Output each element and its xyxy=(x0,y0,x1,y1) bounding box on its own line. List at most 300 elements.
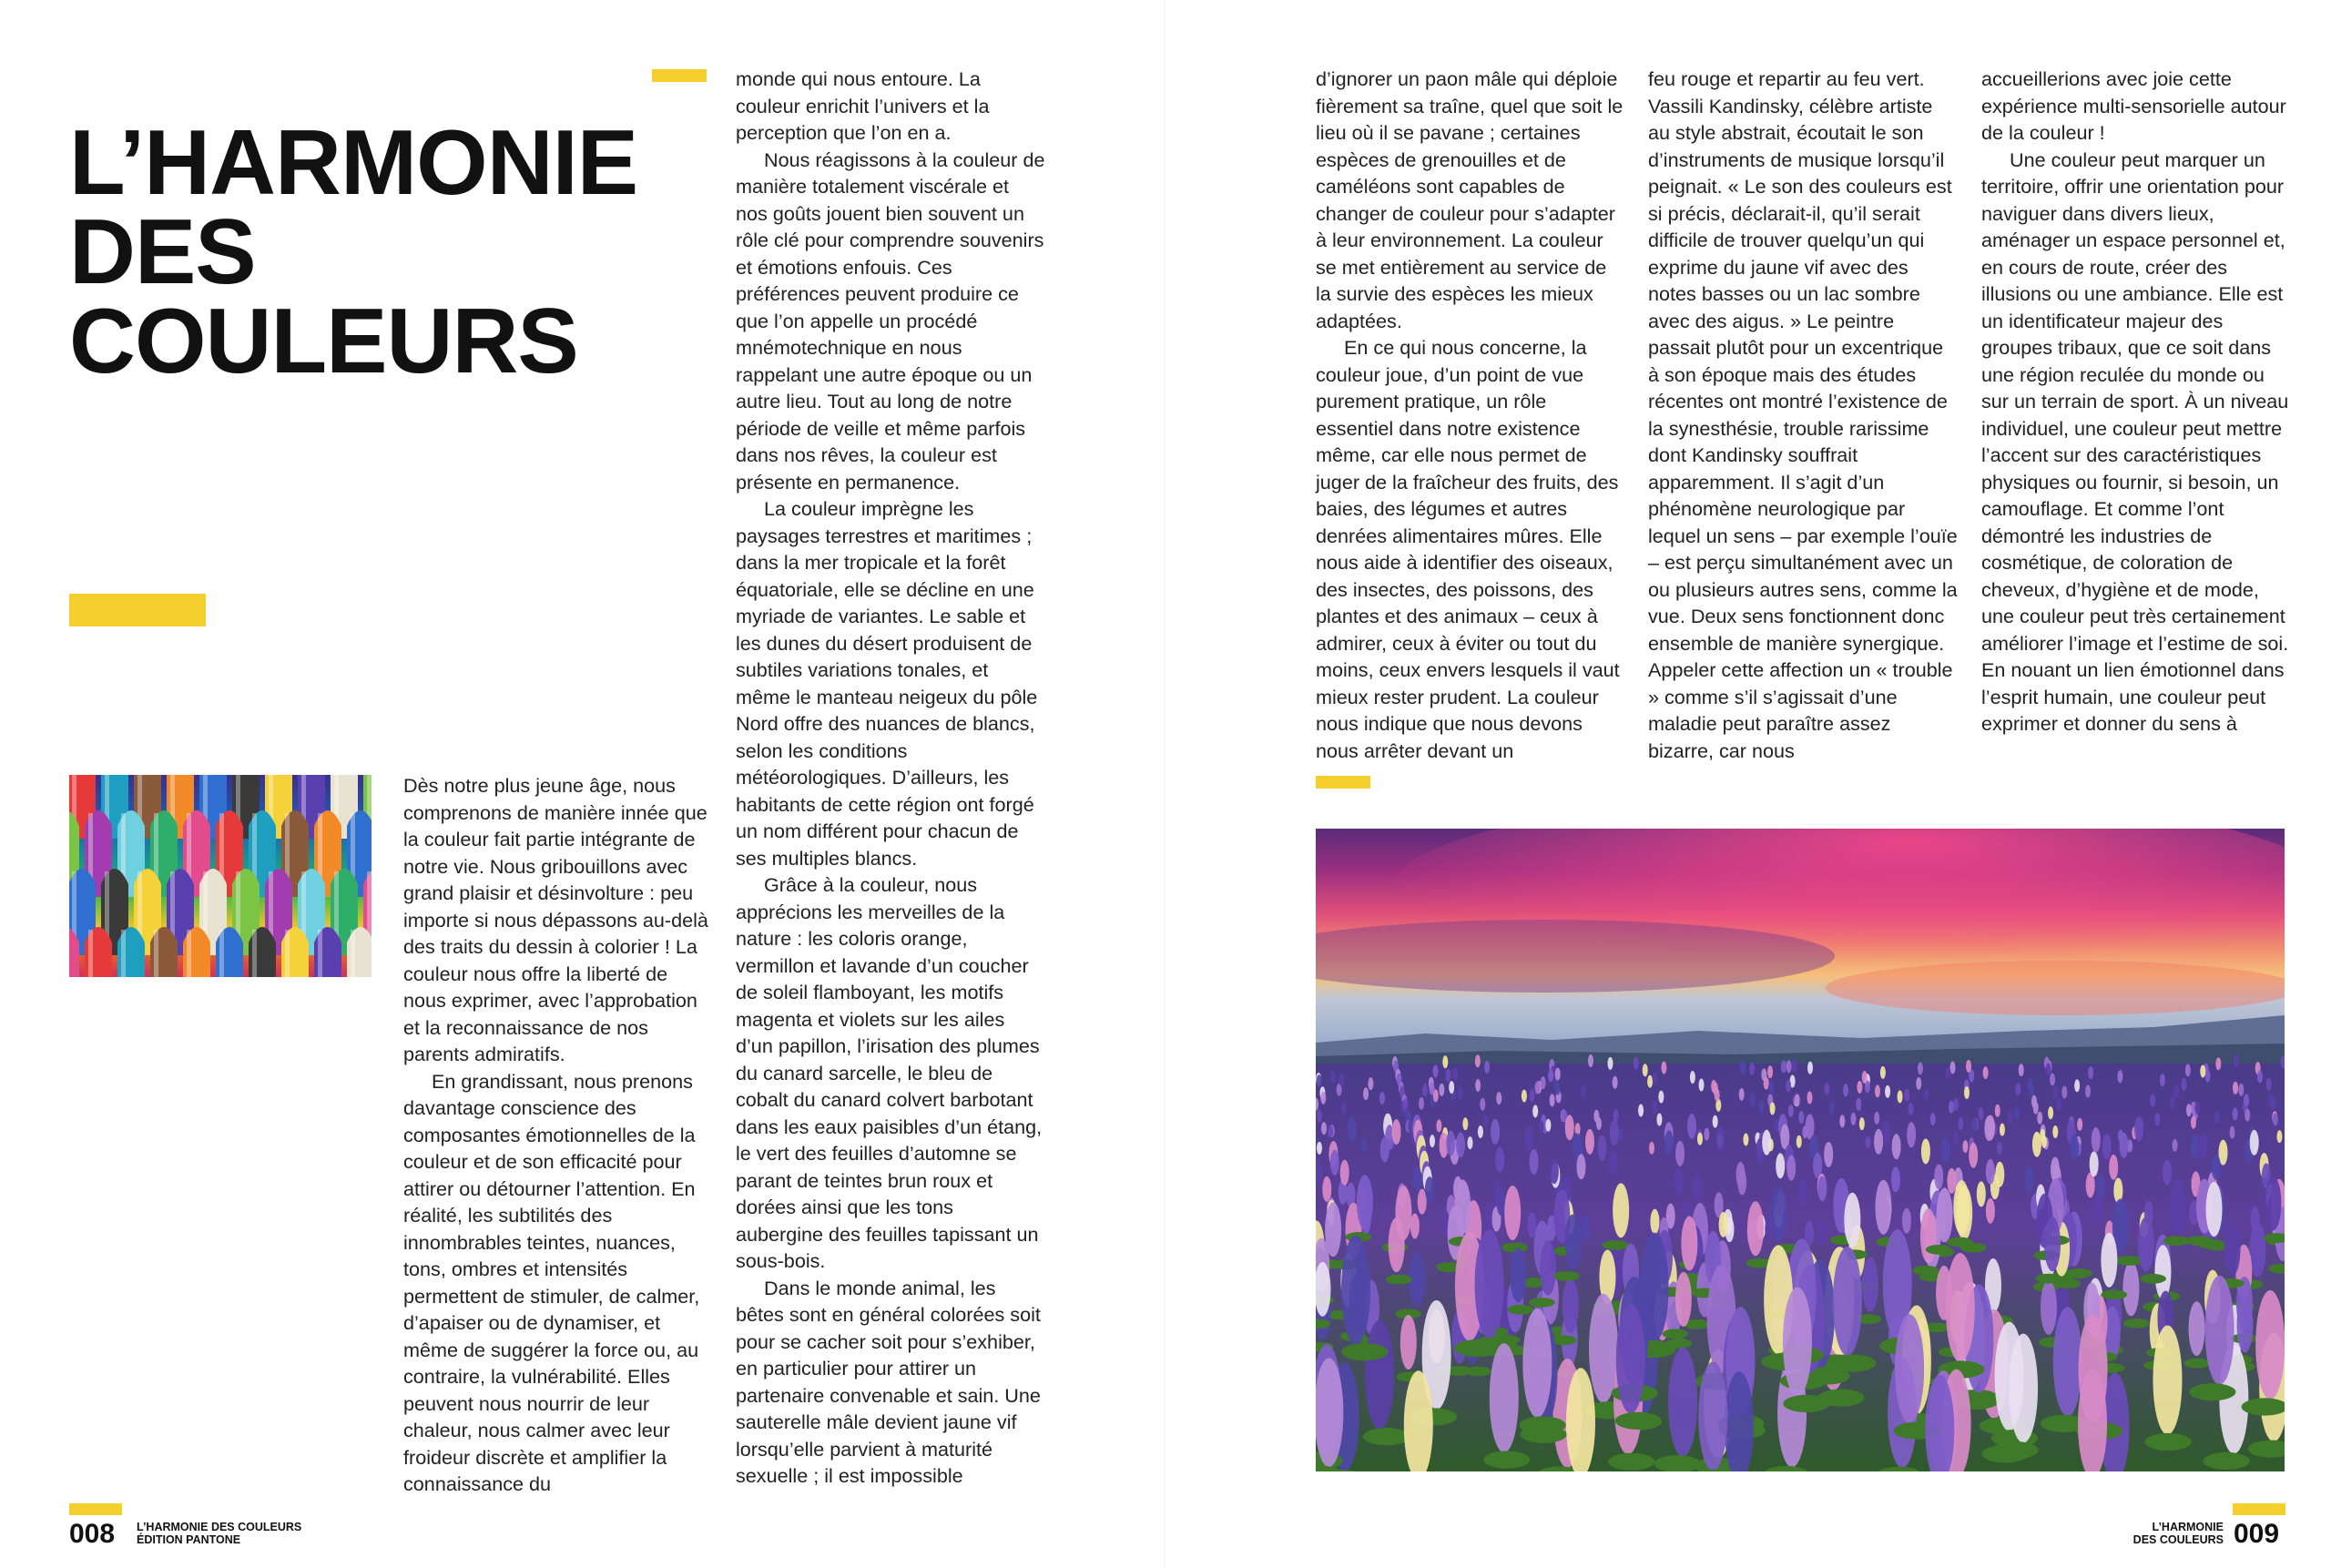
lupin-flower xyxy=(1953,1098,1959,1111)
lupin-flower xyxy=(1496,1092,1501,1105)
lupin-flower xyxy=(1452,1067,1458,1080)
lupin-flower xyxy=(2182,1078,2187,1091)
lupin-flower xyxy=(1658,1091,1664,1104)
lupin-flower xyxy=(2189,1301,2205,1356)
lupin-flower xyxy=(2230,1126,2235,1139)
lupin-flower xyxy=(2088,1066,2093,1079)
lupin-flower xyxy=(2090,1151,2099,1176)
lupin-flower xyxy=(2117,1070,2122,1083)
lupin-flower xyxy=(1786,1079,1791,1092)
lupin-flower xyxy=(1693,1175,1702,1200)
lupin-flower xyxy=(1588,1054,1593,1067)
lupin-flower xyxy=(2200,1064,2205,1077)
lupin-flower xyxy=(1786,1060,1792,1073)
lupin-flower xyxy=(1743,1133,1748,1145)
lupin-flower xyxy=(1330,1071,1336,1084)
lupin-flower xyxy=(1430,1135,1435,1147)
accent-bar-middle xyxy=(69,594,206,626)
lupin-leaf xyxy=(1386,1275,1412,1285)
lupin-flower xyxy=(1490,1343,1519,1452)
title-line-2: DES xyxy=(69,201,256,303)
lupin-flower xyxy=(1340,1160,1349,1186)
lupin-flower xyxy=(1924,1087,1929,1100)
lupin-flower xyxy=(2212,1155,2221,1180)
lupin-flower xyxy=(1530,1089,1535,1102)
lupin-flower xyxy=(1856,1098,1861,1111)
lupin-flower xyxy=(1616,1304,1645,1413)
paragraph: feu rouge et repartir au feu vert. Vassili Kandinsky, célèbre artiste au style abstrait, écoutait le son d’instruments de musique lorsqu’il peignait. « Le son des couleurs est si précis, déclarait-il, qu’il serait difficile de trouver quelqu’un qui exprime du jaune vif avec des notes basses ou un lac sombre avec des aigus. » Le peintre passait plutôt pour un excentrique à son époque mais des études récentes ont montré l’existence de la synesthésie, trouble rarissime dont Kandinsky souffrait apparemment. Il s’agit d’un phénomène neurologique par lequel un sens – par exemple l’ouïe – est perçu simultanément avec un ou plusieurs autres sens, comme la vue. Deux sens fonctionnent donc ensemble de manière synergique. Appeler cette affection un « trouble » comme s’il s’agissait d’une maladie peut paraître assez bizarre, car nous xyxy=(1648,67,1958,762)
lupin-flower xyxy=(1457,1086,1462,1099)
lupin-flower xyxy=(1762,1130,1771,1156)
lupin-flower xyxy=(1797,1135,1802,1148)
lupin-flower xyxy=(2154,1113,2160,1125)
lupin-flower xyxy=(1650,1209,1659,1235)
lupin-flower xyxy=(1430,1082,1435,1095)
lupin-flower xyxy=(1379,1092,1385,1105)
lupin-flower xyxy=(1462,1117,1468,1130)
lupin-flower xyxy=(1747,1201,1764,1256)
title-line-3: COULEURS xyxy=(69,290,578,392)
lupin-flower xyxy=(2085,1084,2091,1097)
lupin-flower xyxy=(1339,1074,1344,1086)
lupin-flower xyxy=(1953,1180,1970,1235)
lupin-flower xyxy=(2250,1130,2259,1156)
lupin-flower xyxy=(2170,1096,2175,1109)
lupin-flower xyxy=(2008,1112,2013,1125)
lupin-flower xyxy=(1446,1131,1455,1156)
lupin-flower xyxy=(2041,1280,2057,1335)
lupin-flower xyxy=(1902,1208,1911,1234)
lupin-flower xyxy=(1749,1063,1755,1075)
lupin-flower xyxy=(1478,1125,1483,1138)
lupin-flower xyxy=(1818,1219,1827,1245)
lupin-flower xyxy=(1613,1183,1629,1237)
lupin-flower xyxy=(2244,1109,2250,1122)
lupin-flower xyxy=(2044,1217,2061,1271)
footer-accent-right xyxy=(2233,1503,2285,1515)
lupin-flower xyxy=(1953,1132,1959,1145)
lupin-flower xyxy=(1824,1142,1833,1167)
lupin-flower xyxy=(1698,1361,1727,1471)
lupin-flower xyxy=(1783,1287,1812,1396)
lupin-flower xyxy=(1941,1137,1950,1163)
lupin-flower xyxy=(1946,1253,1975,1362)
lupin-flower xyxy=(1439,1084,1444,1096)
lupin-flower xyxy=(2046,1063,2051,1075)
lupin-leaf xyxy=(1483,1451,1530,1469)
lupin-flower xyxy=(1843,1084,1848,1096)
lupin-flower xyxy=(2053,1307,2082,1416)
running-footer-left xyxy=(137,1521,301,1546)
lupin-flower xyxy=(1484,1061,1490,1074)
lupin-flower xyxy=(2234,1054,2239,1067)
lupin-flower xyxy=(2092,1127,2101,1153)
lupin-flower xyxy=(1613,1076,1618,1089)
running-footer-right xyxy=(2133,1521,2224,1546)
lupin-flower xyxy=(1946,1066,1951,1079)
lupin-flower xyxy=(2092,1196,2102,1222)
lupin-flower xyxy=(1593,1110,1599,1123)
lupin-field-sunset-photo xyxy=(1316,829,2285,1471)
lupin-flower xyxy=(1392,1119,1401,1145)
lupin-flower xyxy=(1555,1083,1561,1095)
lupin-flower xyxy=(1690,1071,1695,1084)
lupin-flower xyxy=(1495,1147,1504,1173)
lupin-flower xyxy=(2052,1125,2058,1138)
lupin-flower xyxy=(1425,1176,1434,1202)
lupin-flower xyxy=(1934,1164,1943,1189)
paragraph: Une couleur peut marquer un territoire, offrir une orientation pour naviguer dans divers lieux, aménager un espace personnel et, en cours de route, créer des illusions ou une ambiance. Elle est un identificateur majeur des groupes tribaux, que ce soit dans une région reculée du monde ou sur un terrain de sport. À un niveau individuel, une couleur peut mettre l’accent sur des caractéristiques physiques ou fournir, si besoin, un camouflage. Et comme l’ont démontré les industries de cosmétique, de coloration de cheveux, d’hygiène et de mode, une couleur peut très certainement améliorer l’image et l’estime de soi. En nouant un lien émotionnel dans l’esprit humain, une couleur peut exprimer et donner du sens à xyxy=(1981,148,2289,735)
lupin-flower xyxy=(1609,1150,1618,1176)
lupin-flower xyxy=(1328,1125,1333,1138)
lupin-flower xyxy=(1581,1215,1590,1240)
lupin-flower xyxy=(1962,1140,1968,1153)
lupin-flower xyxy=(1468,1136,1473,1149)
lupin-flower xyxy=(1986,1198,1995,1224)
lupin-flower xyxy=(1475,1054,1481,1067)
lupin-flower xyxy=(1330,1150,1339,1176)
lupin-flower xyxy=(1737,1169,1746,1195)
lupin-flower xyxy=(1357,1175,1373,1229)
lupin-flower xyxy=(1862,1257,1878,1312)
lupin-flower xyxy=(1958,1117,1963,1130)
lupin-flower xyxy=(1969,1143,1978,1168)
lupin-flower xyxy=(1348,1116,1357,1142)
lupin-flower xyxy=(2169,1179,2185,1234)
lupin-flower xyxy=(1788,1105,1794,1117)
lupin-flower xyxy=(1986,1159,1995,1185)
lupin-flower xyxy=(2224,1221,2241,1276)
lupin-flower xyxy=(2238,1084,2244,1096)
lupin-flower xyxy=(2052,1085,2058,1098)
lupin-flower xyxy=(2037,1112,2042,1125)
lupin-flower xyxy=(1844,1193,1860,1247)
lupin-flower xyxy=(1652,1101,1657,1114)
lupin-flower xyxy=(2191,1116,2196,1129)
lupin-flower xyxy=(1610,1120,1619,1145)
lupin-leaf xyxy=(1615,1412,1662,1430)
text-column-1 xyxy=(403,772,713,1498)
lupin-flower xyxy=(1664,1130,1674,1156)
lupin-flower xyxy=(1792,1059,1797,1072)
lupin-flower xyxy=(2095,1174,2104,1199)
page-number-right: 009 xyxy=(2234,1519,2280,1549)
lupin-flower xyxy=(1317,1142,1322,1155)
lupin-leaf xyxy=(1926,1245,1952,1255)
lupin-flower xyxy=(2048,1106,2053,1119)
lupin-flower xyxy=(1949,1101,1954,1114)
lupin-flower xyxy=(1504,1186,1521,1240)
text-column-5 xyxy=(1981,66,2291,738)
lupin-leaf xyxy=(2116,1256,2143,1266)
lupin-flower xyxy=(1898,1090,1903,1103)
lupin-flower xyxy=(1320,1092,1326,1105)
lupin-flower xyxy=(1739,1088,1745,1101)
lupin-flower xyxy=(1653,1072,1658,1084)
running-footer-left-line2: ÉDITION PANTONE xyxy=(137,1533,241,1546)
text-column-2 xyxy=(736,66,1045,1490)
lupin-leaf xyxy=(2123,1319,2150,1329)
lupin-flower xyxy=(1997,1142,2002,1155)
lupin-flower xyxy=(1674,1168,1683,1194)
lupin-flower xyxy=(2276,1130,2282,1143)
lupin-flower xyxy=(1524,1125,1533,1151)
lupin-flower xyxy=(1979,1107,1984,1120)
lupin-flower xyxy=(1776,1153,1785,1178)
lupin-flower xyxy=(2153,1326,2182,1435)
paragraph: Dès notre plus jeune âge, nous comprenons de manière innée que la couleur fait partie intégrante de notre vie. Nous gribouillons avec grand plaisir et désinvolture : peu importe si nous dépassons au-delà des traits du dessin à colorier ! La couleur nous offre la liberté de nous exprimer, avec l’approbation et la reconnaissance de nos parents admiratifs. xyxy=(403,774,708,1065)
lupin-flower xyxy=(2233,1107,2238,1120)
lupin-flower xyxy=(1539,1121,1544,1134)
text-column-3 xyxy=(1316,66,1625,764)
paragraph: En ce qui nous concerne, la couleur joue, d’un point de vue purement pratique, un rôle essentiel dans notre existence même, car elle nous permet de juger de la fraîcheur des fruits, des baies, des légumes et autres denrées alimentaires mûres. Elle nous aide à identifier des oiseaux, des insectes, des poissons, des plantes et des animaux – ceux à admirer, ceux à éviter ou tout du moins, ceux envers lesquels il vaut mieux rester prudent. La couleur nous indique que nous devons nous arrêter devant un xyxy=(1316,336,1620,762)
lupin-flower xyxy=(1715,1126,1725,1152)
lupin-flower xyxy=(2198,1134,2207,1159)
lupin-flower xyxy=(1522,1090,1527,1103)
lupin-flower xyxy=(1534,1082,1540,1095)
paragraph: d’ignorer un paon mâle qui déploie fièrement sa traîne, quel que soit le lieu où il se pavane ; certaines espèces de grenouilles et de caméléons sont capables de changer de couleur pour s’adapter à leur environnement. La couleur se met entièrement au service de la survie des espèces les mieux adaptées. xyxy=(1316,67,1624,332)
lupin-flower xyxy=(1857,1081,1862,1094)
lupin-flower xyxy=(2255,1290,2285,1400)
lupin-flower xyxy=(2033,1102,2039,1115)
lupin-leaf xyxy=(1520,1416,1566,1433)
lupin-flower xyxy=(1966,1060,1971,1073)
lupin-flower xyxy=(2160,1074,2165,1086)
lupin-flower xyxy=(2102,1134,2112,1159)
paragraph: accueillerions avec joie cette expérience multi-sensorielle autour de la couleur ! xyxy=(1981,67,2286,144)
lupin-flower xyxy=(1824,1083,1829,1095)
lupin-flower xyxy=(1341,1236,1370,1345)
lupin-flower xyxy=(2150,1094,2155,1106)
lupin-flower xyxy=(1880,1066,1886,1079)
lupin-flower xyxy=(1545,1119,1551,1132)
accent-bar-top xyxy=(652,69,707,82)
lupin-leaf xyxy=(1912,1266,1939,1276)
lupin-flower xyxy=(1341,1103,1347,1115)
lupin-flower xyxy=(1829,1102,1835,1115)
lupin-flower xyxy=(1522,1308,1552,1418)
lupin-flower xyxy=(1577,1154,1586,1179)
lupin-leaf xyxy=(1829,1354,1876,1371)
lupin-flower xyxy=(2056,1098,2061,1111)
lupin-flower xyxy=(1904,1089,1909,1102)
lupin-flower xyxy=(2061,1085,2067,1098)
lupin-flower xyxy=(1675,1141,1685,1166)
lupin-flower xyxy=(1321,1122,1327,1135)
lupin-flower xyxy=(2186,1104,2192,1116)
lupin-flower xyxy=(1704,1128,1709,1141)
lupin-flower xyxy=(2134,1116,2143,1142)
lupin-flower xyxy=(1581,1086,1586,1099)
lupin-flower xyxy=(1739,1061,1745,1074)
lupin-leaf xyxy=(1363,1428,1410,1445)
lupin-flower xyxy=(2214,1111,2220,1124)
lupin-flower xyxy=(1419,1097,1424,1110)
lupin-flower xyxy=(1798,1111,1804,1124)
lupin-flower xyxy=(1475,1079,1481,1092)
lupin-flower xyxy=(1839,1115,1845,1127)
lupin-flower xyxy=(2009,1334,2038,1443)
lupin-flower xyxy=(1317,1110,1322,1123)
lupin-flower xyxy=(1874,1129,1883,1155)
lupin-leaf xyxy=(2145,1433,2192,1451)
lupin-leaf xyxy=(1603,1240,1629,1250)
lupin-leaf xyxy=(2163,1236,2190,1246)
lupin-flower xyxy=(2205,1069,2211,1082)
lupin-flower xyxy=(1715,1089,1720,1102)
lupin-flower xyxy=(1977,1181,1986,1207)
lupin-flower xyxy=(1874,1112,1879,1125)
lupin-flower xyxy=(1862,1071,1868,1084)
lupin-flower xyxy=(1647,1075,1653,1088)
accent-bar-image xyxy=(1316,776,1370,789)
page-number-left: 008 xyxy=(69,1519,116,1549)
lupin-flower xyxy=(2205,1276,2234,1385)
lupin-flower xyxy=(1983,1066,1989,1079)
lupin-flower xyxy=(2122,1261,2139,1316)
lupin-flower xyxy=(2233,1082,2238,1095)
lupin-leaf xyxy=(1783,1395,1829,1412)
lupin-flower xyxy=(2257,1070,2263,1083)
lupin-flower xyxy=(1875,1084,1880,1097)
lupin-flower xyxy=(1995,1105,2000,1117)
lupin-flower xyxy=(1859,1117,1865,1130)
lupin-flower xyxy=(1750,1094,1756,1106)
lupin-flower xyxy=(1541,1076,1546,1089)
lupin-flower xyxy=(1634,1057,1639,1070)
lupin-flower xyxy=(1937,1187,1953,1242)
lupin-flower xyxy=(1687,1114,1696,1139)
lupin-flower xyxy=(2025,1166,2034,1192)
lupin-flower xyxy=(2265,1176,2281,1230)
lupin-flower xyxy=(1661,1062,1666,1074)
lupin-flower xyxy=(2215,1057,2221,1070)
lupin-flower xyxy=(1807,1092,1812,1105)
lupin-flower xyxy=(1786,1156,1796,1181)
lupin-flower xyxy=(1607,1057,1613,1070)
lupin-leaf xyxy=(1947,1237,1973,1247)
lupin-flower xyxy=(1681,1216,1697,1270)
lupin-flower xyxy=(1454,1179,1471,1234)
lupin-flower xyxy=(1540,1240,1556,1295)
lupin-leaf xyxy=(2101,1289,2127,1299)
lupin-flower xyxy=(2109,1155,2118,1180)
lupin-flower xyxy=(1365,1320,1394,1430)
lupin-flower xyxy=(2032,1132,2041,1157)
lupin-flower xyxy=(1930,1113,1936,1125)
lupin-flower xyxy=(2041,1135,2047,1148)
lupin-flower xyxy=(1995,1162,2004,1187)
lupin-flower xyxy=(2015,1083,2021,1095)
lupin-flower xyxy=(1771,1186,1787,1241)
lupin-flower xyxy=(1565,1214,1582,1268)
lupin-flower xyxy=(1532,1105,1538,1117)
lupin-flower xyxy=(1643,1064,1648,1076)
lupin-leaf xyxy=(1662,1329,1688,1339)
lupin-flower xyxy=(1589,1294,1618,1403)
lupin-flower xyxy=(1891,1166,1900,1192)
lupin-flower xyxy=(2173,1085,2179,1098)
lupin-leaf xyxy=(1341,1343,1388,1360)
lupin-leaf xyxy=(1529,1298,1555,1308)
lupin-flower xyxy=(1909,1103,1914,1115)
lupin-leaf xyxy=(2140,1274,2166,1284)
lupin-flower xyxy=(1767,1065,1773,1078)
lupin-flower xyxy=(1850,1113,1856,1125)
lupin-flower xyxy=(1947,1168,1956,1194)
lupin-flower xyxy=(1764,1077,1769,1090)
lupin-leaf xyxy=(1991,1441,2038,1459)
lupin-leaf xyxy=(1553,1271,1580,1281)
lupin-flower xyxy=(2154,1245,2171,1299)
lupin-flower xyxy=(1768,1081,1774,1094)
lupin-flower xyxy=(2163,1160,2172,1186)
lupin-flower xyxy=(1781,1061,1786,1074)
lupin-flower xyxy=(1550,1094,1555,1106)
lupin-flower xyxy=(1668,1348,1697,1457)
running-footer-right-line2: DES COULEURS xyxy=(2133,1533,2224,1546)
lupin-flower xyxy=(1719,1212,1728,1237)
lupin-leaf xyxy=(2204,1452,2250,1470)
text-column-4 xyxy=(1648,66,1958,764)
lupin-flower xyxy=(1798,1180,1807,1206)
lupin-flower xyxy=(1317,1074,1322,1087)
lupin-flower xyxy=(2194,1102,2200,1115)
lupin-flower xyxy=(1363,1087,1369,1100)
lupin-flower xyxy=(1585,1129,1594,1155)
lupin-flower xyxy=(1699,1079,1705,1092)
lupin-flower xyxy=(2266,1078,2272,1091)
lupin-leaf xyxy=(2036,1274,2062,1284)
lupin-flower xyxy=(2191,1135,2200,1160)
lupin-flower xyxy=(1550,1158,1559,1184)
paragraph: Grâce à la couleur, nous apprécions les merveilles de la nature : les coloris orange, vermillon et lavande d’un coucher de soleil flamboyant, les motifs magenta et violets sur les ailes d’un papillon, l’irisation des plumes du canard sarcelle, le bleu de cobalt du canard colvert barbotant dans les eaux paisibles d’un étang, le vert des feuilles d’automne se parant de teintes brun roux et dorées ainsi que les tons aubergine des feuilles tapissant un sous-bois. xyxy=(736,873,1043,1272)
lupin-flower xyxy=(2273,1114,2278,1126)
paragraph: Nous réagissons à la couleur de manière totalement viscérale et nos goûts jouent bien souvent un rôle clé pour comprendre souvenirs et émotions enfouis. Ces préférences peuvent produire ce que l’on appelle un procédé mnémotechnique en nous rappelant une autre époque ou un autre lieu. Tout au long de notre période de veille et même parfois dans nos rêves, la couleur est présente en permanence. xyxy=(736,148,1045,494)
lupin-flower xyxy=(1442,1055,1448,1068)
lupin-flower xyxy=(1866,1136,1871,1149)
crayon xyxy=(347,927,372,977)
lupin-flower xyxy=(2119,1133,2128,1158)
lupin-flower xyxy=(1971,1119,1977,1132)
lupin-flower xyxy=(1597,1135,1606,1161)
lupin-flower xyxy=(1675,1272,1692,1327)
title-line-1: L’HARMONIE xyxy=(69,112,638,214)
lupin-flower xyxy=(2000,1124,2005,1136)
lupin-flower xyxy=(1984,1115,1993,1141)
lupin-flower xyxy=(1817,1176,1827,1202)
lupin-flower xyxy=(1562,1278,1579,1333)
lupin-flower xyxy=(2014,1107,2020,1120)
lupin-flower xyxy=(2138,1217,2154,1271)
lupin-flower xyxy=(1807,1062,1813,1074)
lupin-flower xyxy=(1433,1065,1439,1078)
lupin-flower xyxy=(1918,1062,1923,1074)
lupin-flower xyxy=(1410,1214,1420,1239)
lupin-flower xyxy=(1456,1132,1465,1157)
paragraph: monde qui nous entoure. La couleur enrichit l’univers et la perception que l’on en a. xyxy=(736,67,990,144)
lupin-flower xyxy=(1795,1094,1800,1106)
lupin-flower xyxy=(1361,1138,1367,1151)
lupin-flower xyxy=(1656,1113,1662,1125)
lupin-flower xyxy=(2074,1079,2080,1092)
lupin-flower xyxy=(2173,1139,2178,1152)
lupin-leaf xyxy=(1608,1453,1654,1471)
lupin-flower xyxy=(2244,1094,2249,1106)
running-footer-left-line1: L’HARMONIE DES COULEURS xyxy=(137,1521,302,1533)
lupin-flower xyxy=(1916,1077,1921,1090)
lupin-flower xyxy=(1964,1086,1970,1099)
